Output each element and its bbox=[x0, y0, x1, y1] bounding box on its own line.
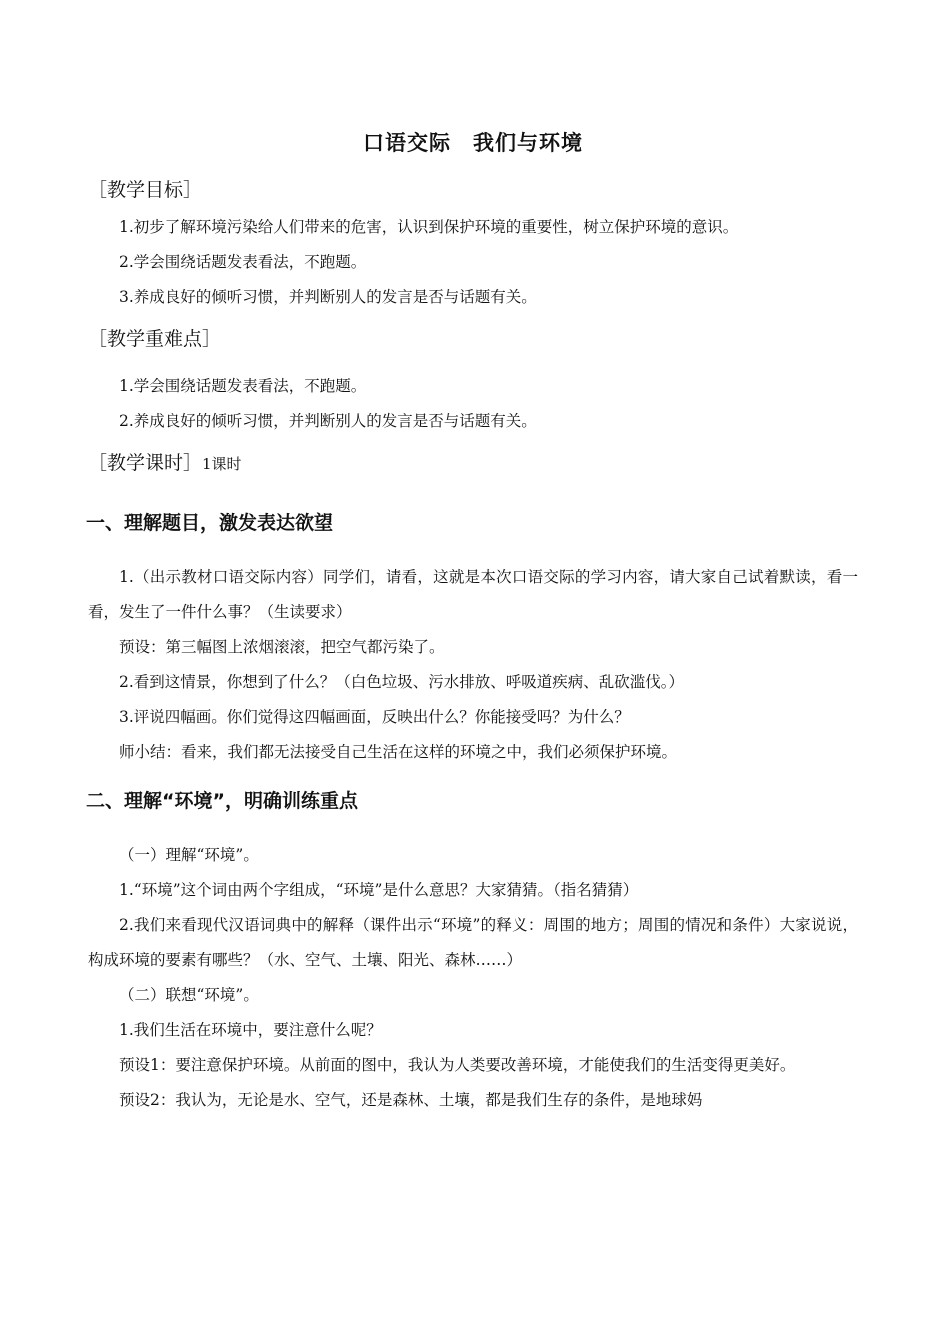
section2-paragraph: （一）理解“环境”。 bbox=[119, 846, 259, 864]
key-points-item: 1.学会围绕话题发表看法，不跑题。 bbox=[119, 377, 367, 395]
goals-item: 3.养成良好的倾听习惯，并判断别人的发言是否与话题有关。 bbox=[119, 288, 537, 306]
section2-paragraph: （二）联想“环境”。 bbox=[119, 986, 259, 1004]
hours-value: 1课时 bbox=[202, 455, 242, 473]
section2-paragraph: 预设1：要注意保护环境。从前面的图中，我认为人类要改善环境，才能使我们的生活变得更美好。 bbox=[119, 1056, 796, 1074]
page-title: 口语交际 我们与环境 bbox=[363, 131, 583, 155]
section2-paragraph: 1.我们生活在环境中，要注意什么呢？ bbox=[119, 1021, 382, 1039]
section2-heading: 二、理解“环境”，明确训练重点 bbox=[86, 790, 358, 812]
hours-heading: ［教学课时］ bbox=[88, 452, 203, 474]
section1-paragraph: 师小结：看来，我们都无法接受自己生活在这样的环境之中，我们必须保护环境。 bbox=[119, 743, 678, 761]
section1-paragraph: 3.评说四幅画。你们觉得这四幅画面，反映出什么？你能接受吗？为什么？ bbox=[119, 708, 630, 726]
section2-paragraph: 2.我们来看现代汉语词典中的解释（课件出示“环境”的释义：周围的地方；周围的情况和条件）大家说说，构成环境的要素有哪些？（水、空气、土壤、阳光、森林……） bbox=[88, 916, 858, 969]
goals-item: 1.初步了解环境污染给人们带来的危害，认识到保护环境的重要性，树立保护环境的意识。 bbox=[119, 218, 739, 236]
section1-paragraph: 预设：第三幅图上浓烟滚滚，把空气都污染了。 bbox=[119, 638, 445, 656]
section2-paragraph: 1.“环境”这个词由两个字组成，“环境”是什么意思？大家猜猜。（指名猜猜） bbox=[119, 881, 639, 899]
document-page bbox=[88, 120, 858, 1118]
section1-paragraph: 1.（出示教材口语交际内容）同学们，请看，这就是本次口语交际的学习内容，请大家自己试着默读，看一看，发生了一件什么事？（生读要求） bbox=[88, 568, 858, 621]
goals-item: 2.学会围绕话题发表看法，不跑题。 bbox=[119, 253, 367, 271]
key-points-item: 2.养成良好的倾听习惯，并判断别人的发言是否与话题有关。 bbox=[119, 412, 537, 430]
key-points-heading: ［教学重难点］ bbox=[88, 328, 222, 350]
section2-paragraph: 预设2：我认为，无论是水、空气，还是森林、土壤，都是我们生存的条件，是地球妈 bbox=[119, 1091, 703, 1109]
section1-heading: 一、理解题目，激发表达欲望 bbox=[86, 512, 334, 534]
section1-paragraph: 2.看到这情景，你想到了什么？（白色垃圾、污水排放、呼吸道疾病、乱砍滥伐。） bbox=[119, 673, 685, 691]
goals-heading: ［教学目标］ bbox=[88, 179, 203, 201]
hours-line bbox=[88, 449, 858, 478]
